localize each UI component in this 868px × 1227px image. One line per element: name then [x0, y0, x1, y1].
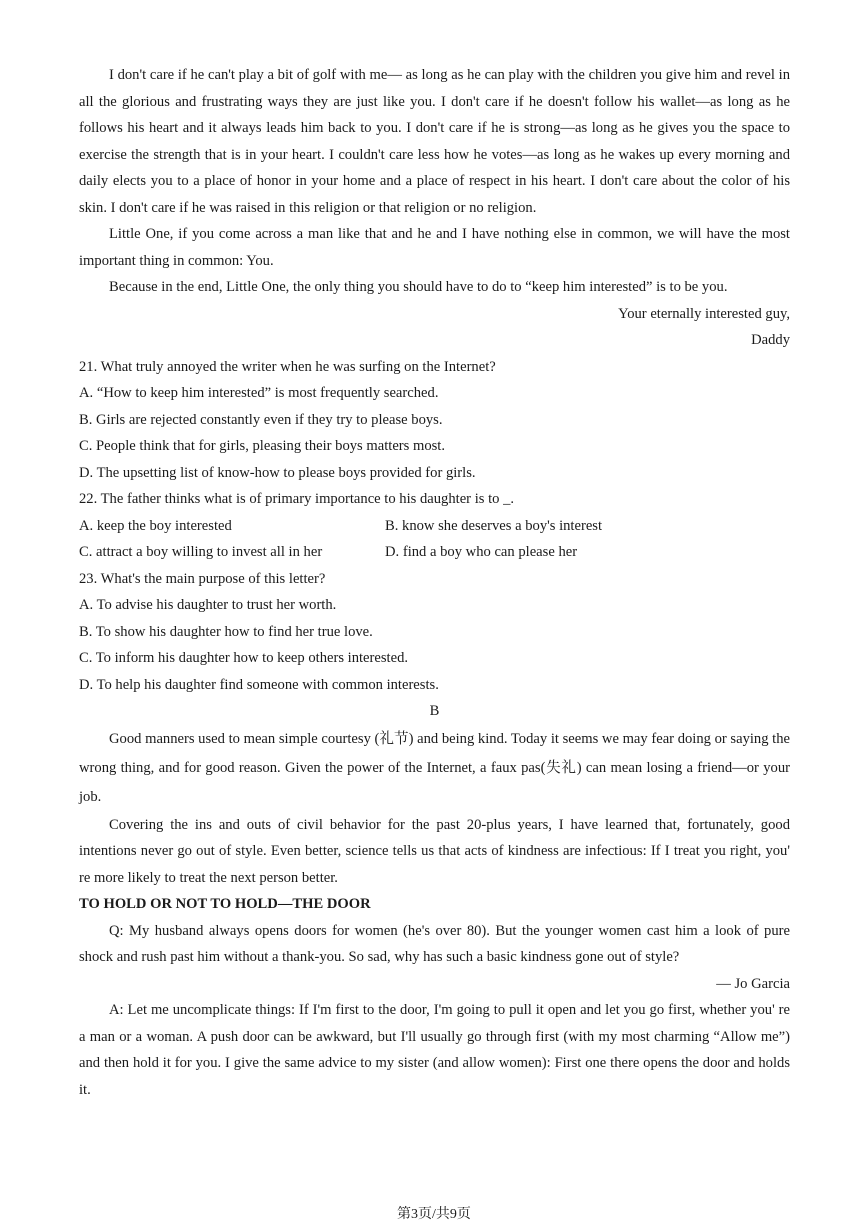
columnist-answer: A: Let me uncomplicate things: If I'm first to the door, I'm going to pull it open and let you go first, whether you' re a man or a woman. A push door can be awkward, but I'll usually go through first (with my most charming “Allow me”) and then hold it for you. I give the same advice to my sister (and allow women): First one there opens the door and holds it.: [79, 1002, 790, 1098]
options-row-2: [79, 539, 790, 566]
passage-b-paragraph-1: Good manners used to mean simple courtesy (礼节) and being kind. Today it seems we may fear doing or saying the wrong thing, and for good reason. Given the power of the Internet, a faux pas(失礼) can mean losing a friend—or your job.: [79, 730, 790, 805]
option-a: A. To advise his daughter to trust her worth.: [79, 597, 337, 613]
reader-question: Q: My husband always opens doors for women (he's over 80). But the younger women cast him a look of pure shock and rush past him without a thank-you. So sad, why has such a basic kindness gone out of style?: [79, 922, 790, 965]
question-stem: 21. What truly annoyed the writer when he was surfing on the Internet?: [79, 358, 496, 375]
question-23: [79, 566, 790, 699]
option-c: C. People think that for girls, pleasing their boys matters most.: [79, 438, 446, 454]
option-a: A. “How to keep him interested” is most frequently searched.: [79, 385, 439, 401]
option-c: C. attract a boy willing to invest all in her: [79, 544, 323, 560]
letter-signoff: Your eternally interested guy,: [618, 305, 790, 322]
option-b: B. To show his daughter how to find her true love.: [79, 623, 373, 640]
letter-paragraph-3: Because in the end, Little One, the only thing you should have to do to “keep him interested” is to be you.: [109, 279, 728, 295]
option-b: B. know she deserves a boy's interest: [385, 517, 603, 534]
question-stem: 22. The father thinks what is of primary importance to his daughter is to _.: [79, 491, 515, 507]
letter-paragraph-2: Little One, if you come across a man like that and he and I have nothing else in common, we will have the most important thing in common: You.: [79, 226, 790, 269]
question-21: [79, 354, 790, 487]
question-22: [79, 486, 790, 566]
letter-paragraph-1: I don't care if he can't play a bit of golf with me— as long as he can play with the children you give him and revel in all the glorious and frustrating ways they are just like you. I don't care if he doesn't follow his wallet—as long as he follows his heart and it always leads him back to you. I don't care if he is strong—as long as he gives you the space to exercise the strength that is in your heart. I couldn't care less how he votes—as long as he wakes up every morning and daily elects you to a place of honor in your home and a place of respect in his heart. I don't care about the color of his skin. I don't care if he was raised in this religion or that religion or no religion.: [79, 67, 790, 216]
page-number: 第3页/共9页: [397, 1207, 471, 1222]
option-b: B. Girls are rejected constantly even if they try to please boys.: [79, 411, 443, 428]
section-heading: TO HOLD OR NOT TO HOLD—THE DOOR: [79, 896, 371, 912]
question-author: — Jo Garcia: [716, 975, 790, 992]
option-d: D. find a boy who can please her: [385, 544, 578, 560]
option-d: D. To help his daughter find someone with common interests.: [79, 676, 439, 693]
option-a: A. keep the boy interested: [79, 517, 232, 534]
letter-signature: Daddy: [751, 332, 790, 348]
passage-b-paragraph-2: Covering the ins and outs of civil behavior for the past 20-plus years, I have learned that, fortunately, good intentions never go out of style. Even better, science tells us that acts of kindness are infectious: If I treat you right, you' re more likely to treat the next person better.: [79, 816, 790, 886]
option-c: C. To inform his daughter how to keep others interested.: [79, 650, 409, 666]
document-page: [79, 62, 790, 1103]
options-row-1: [79, 513, 790, 540]
option-d: D. The upsetting list of know-how to please boys provided for girls.: [79, 464, 476, 481]
section-label: B: [429, 703, 440, 719]
question-stem: 23. What's the main purpose of this letter?: [79, 570, 326, 587]
